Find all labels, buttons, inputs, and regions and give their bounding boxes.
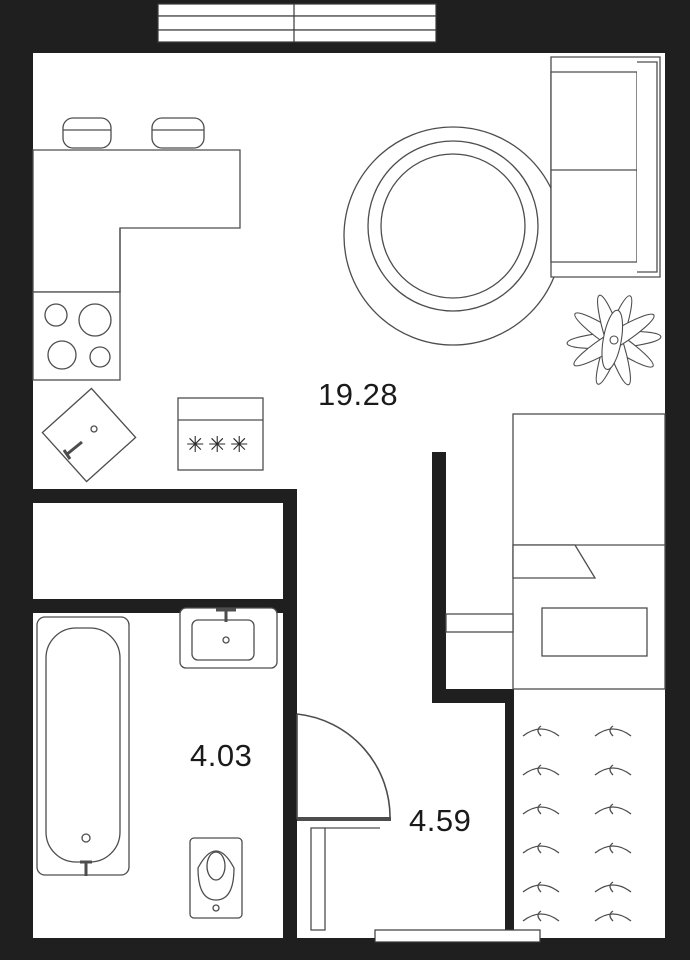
nightstand [446,614,513,632]
window [158,4,436,42]
bottom-threshold [375,930,540,942]
bathtub [37,617,129,876]
room-area-label-main: 19.28 [318,377,399,412]
svg-text:✳: ✳ [208,432,227,457]
floor-wardrobe [512,703,665,938]
round-dining-table [344,127,562,345]
bed [513,414,665,689]
cooktop-hob [33,292,120,380]
room-area-label-hallway: 4.59 [409,803,472,838]
washbasin [180,608,277,668]
dishwasher [178,398,263,470]
toilet [190,838,242,918]
sofa [551,57,660,277]
room-area-label-bathroom: 4.03 [190,738,253,773]
svg-text:✳: ✳ [186,432,205,457]
svg-text:✳: ✳ [230,432,249,457]
